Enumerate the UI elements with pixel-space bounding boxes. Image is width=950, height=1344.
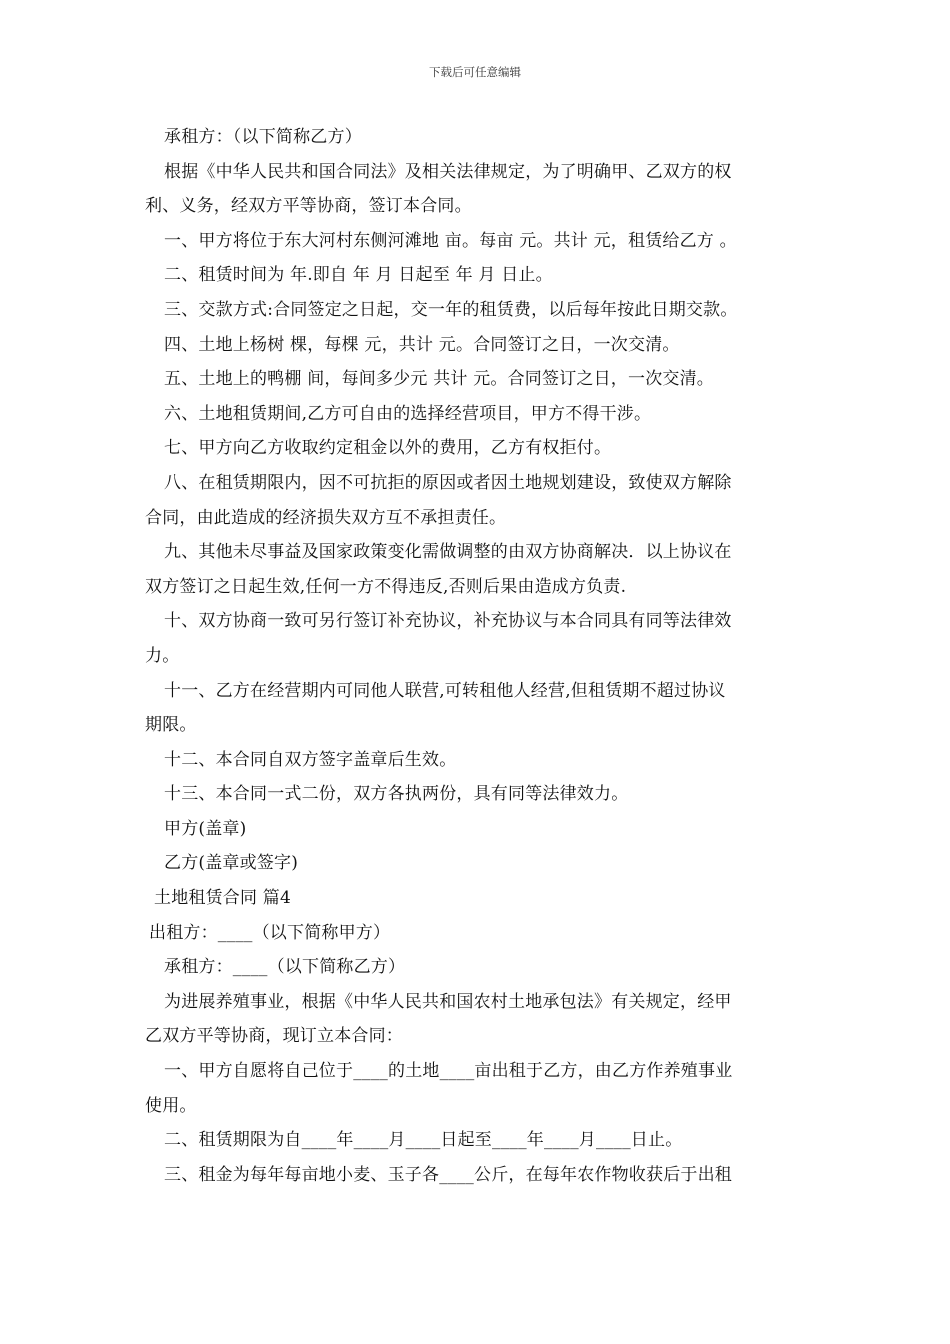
paragraph-line: 为进展养殖事业，根据《中华人民共和国农村土地承包法》有关规定，经甲 (164, 991, 732, 1012)
paragraph-line: 根据《中华人民共和国合同法》及相关法律规定，为了明确甲、乙双方的权 (164, 161, 732, 182)
paragraph-line: 二、租赁期限为自____年____月____日起至____年____月____日止。 (164, 1130, 683, 1151)
signature-line: 甲方(盖章) (164, 818, 247, 839)
paragraph-line: 十一、乙方在经营期内可同他人联营,可转租他人经营,但租赁期不超过协议 (164, 680, 726, 701)
paragraph-line: 二、租赁时间为 年.即自 年 月 日起至 年 月 日止。 (164, 265, 553, 286)
section-title: 土地租赁合同 篇4 (154, 888, 292, 909)
paragraph-line: 一、甲方将位于东大河村东侧河滩地 亩。每亩 元。共计 元，租赁给乙方 。 (164, 230, 737, 251)
paragraph-line: 八、在租赁期限内，因不可抗拒的原因或者因土地规划建设，致使双方解除 (164, 472, 732, 493)
paragraph-line: 九、其他未尽事益及国家政策变化需做调整的由双方协商解决．以上协议在 (164, 542, 732, 563)
paragraph-line: 十三、本合同一式二份，双方各执两份，具有同等法律效力。 (164, 784, 629, 805)
paragraph-line: 力。 (145, 645, 180, 666)
paragraph-line: 乙双方平等协商，现订立本合同： (145, 1026, 403, 1047)
paragraph-line: 三、交款方式:合同签定之日起，交一年的租赁费，以后每年按此日期交款。 (164, 299, 738, 320)
paragraph-line: 七、甲方向乙方收取约定租金以外的费用，乙方有权拒付。 (164, 438, 612, 459)
paragraph-line: 利、义务，经双方平等协商，签订本合同。 (145, 196, 472, 217)
paragraph-line: 使用。 (145, 1095, 197, 1116)
paragraph-line: 期限。 (145, 715, 197, 736)
paragraph-line: 双方签订之日起生效,任何一方不得违反,否则后果由造成方负责. (145, 576, 627, 597)
paragraph-line: 一、甲方自愿将自己位于____的土地____亩出租于乙方，由乙方作养殖事业 (164, 1061, 733, 1082)
paragraph-line: 十、双方协商一致可另行签订补充协议，补充协议与本合同具有同等法律效 (164, 611, 732, 632)
paragraph-line: 五、土地上的鸭棚 间，每间多少元 共计 元。合同签订之日，一次交清。 (164, 369, 715, 390)
paragraph-line: 承租方：（以下简称乙方） (164, 127, 362, 147)
document-body (145, 120, 810, 1192)
party-line: 出租方：____（以下简称甲方） (149, 922, 391, 943)
party-line: 承租方：____（以下简称乙方） (164, 957, 406, 978)
paragraph-line: 十二、本合同自双方签字盖章后生效。 (164, 749, 457, 770)
paragraph-line: 合同，由此造成的经济损失双方互不承担责任。 (145, 507, 507, 528)
signature-line: 乙方(盖章或签字) (164, 853, 299, 874)
paragraph-line: 六、土地租赁期间,乙方可自由的选择经营项目，甲方不得干涉。 (164, 403, 652, 424)
paragraph-line: 四、土地上杨树 棵，每棵 元，共计 元。合同签订之日，一次交清。 (164, 334, 680, 355)
page-header: 下载后可任意编辑 (429, 65, 521, 79)
paragraph-line: 三、租金为每年每亩地小麦、玉子各____公斤，在每年农作物收获后于出租 (164, 1164, 732, 1185)
